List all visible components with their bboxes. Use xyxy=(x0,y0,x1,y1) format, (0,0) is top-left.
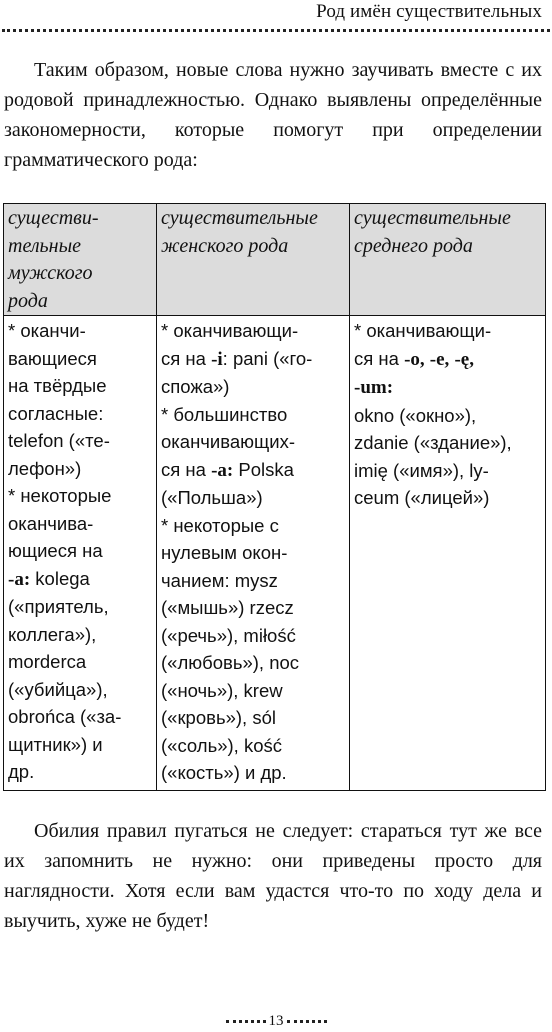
cell-line: спожа») xyxy=(161,376,230,397)
header-feminine xyxy=(157,204,350,316)
page-number: 13 xyxy=(268,1013,284,1029)
cell-line: др. xyxy=(8,761,35,782)
cell-line: («соль»), kość xyxy=(161,734,282,756)
cell-feminine-rules xyxy=(157,316,350,791)
header-neuter xyxy=(350,204,546,316)
header-line: существи- xyxy=(8,207,99,229)
cell-line: -a: kolega xyxy=(8,567,90,590)
cell-line: щитник») и xyxy=(8,733,103,755)
cell-line: («убийца»), xyxy=(8,678,108,700)
outro-paragraph: Обилия правил пугаться не следует: стараться тут же все их запомнить не нужно: они приведены просто для наглядности. Хотя если вам удастся что-то по ходу дела и выучить, хуже не будет! xyxy=(4,820,542,932)
header-line: мужского xyxy=(8,262,93,284)
cell-line: ся на -i: pani («го- xyxy=(161,347,313,370)
cell-line: («ночь»), krew xyxy=(161,679,283,701)
cell-line: («кость») и др. xyxy=(161,762,287,783)
gender-rules-table xyxy=(3,203,546,791)
page-footer xyxy=(0,1012,552,1030)
cell-line: zdanie («здание»), xyxy=(354,432,512,453)
intro-paragraph: Таким образом, новые слова нужно заучивать вместе с их родовой принадлежностью. Однако выявлены определённые закономерности, которые помогут при определении грамматического рода: xyxy=(4,59,542,171)
cell-line: * некоторые с xyxy=(161,514,279,536)
footer-dots-left xyxy=(226,1020,266,1023)
cell-line: («Польша») xyxy=(161,487,263,508)
table-row xyxy=(4,316,546,791)
cell-line: на твёрдые xyxy=(8,375,107,396)
cell-line: * оканчивающи- xyxy=(161,320,299,341)
table-header-row xyxy=(4,204,546,316)
cell-line: вающиеся xyxy=(8,347,97,369)
cell-line: («мышь») rzecz xyxy=(161,597,294,618)
cell-line: ся на -a: Polska xyxy=(161,458,294,481)
cell-line: нулевым окон- xyxy=(161,542,288,563)
header-line: тельные xyxy=(8,234,81,257)
cell-line: лефон») xyxy=(8,457,82,479)
cell-line: ющиеся на xyxy=(8,540,103,561)
cell-line: imię («имя»), ly- xyxy=(354,459,489,481)
cell-masculine-rules xyxy=(4,316,157,791)
cell-line: оканчива- xyxy=(8,512,94,534)
header-line: существительные xyxy=(354,207,511,229)
cell-line: чанием: mysz xyxy=(161,569,278,591)
header-masculine xyxy=(4,204,157,316)
cell-line: («любовь»), noc xyxy=(161,652,300,673)
cell-line: оканчивающих- xyxy=(161,431,296,452)
cell-line: * большинство xyxy=(161,403,288,425)
cell-line: * оканчи- xyxy=(8,320,86,341)
running-head: Род имён существительных xyxy=(316,1,542,22)
cell-line: ceum («лицей») xyxy=(354,487,490,508)
header-line: среднего рода xyxy=(354,234,473,257)
cell-line: * некоторые xyxy=(8,485,112,506)
cell-line: obrońca («за- xyxy=(8,706,122,727)
cell-line: * оканчивающи- xyxy=(354,320,492,341)
cell-line: («приятель, xyxy=(8,596,109,617)
cell-line: («речь»), miłość xyxy=(161,624,296,646)
header-line: рода xyxy=(8,289,48,312)
cell-line: коллега»), xyxy=(8,623,97,645)
cell-neuter-rules xyxy=(350,316,546,791)
cell-line: okno («окно»), xyxy=(354,404,477,426)
cell-line: («кровь»), sól xyxy=(161,707,276,728)
cell-line: -um: xyxy=(354,377,394,398)
cell-line: согласные: xyxy=(8,402,104,424)
footer-dots-right xyxy=(287,1020,327,1023)
cell-line: ся на -o, -e, -ę, xyxy=(354,347,474,370)
header-divider xyxy=(2,29,550,32)
cell-line: telefon («те- xyxy=(8,430,110,451)
header-line: существительные xyxy=(161,207,318,229)
cell-line: morderca xyxy=(8,651,87,672)
header-line: женского рода xyxy=(161,234,289,257)
